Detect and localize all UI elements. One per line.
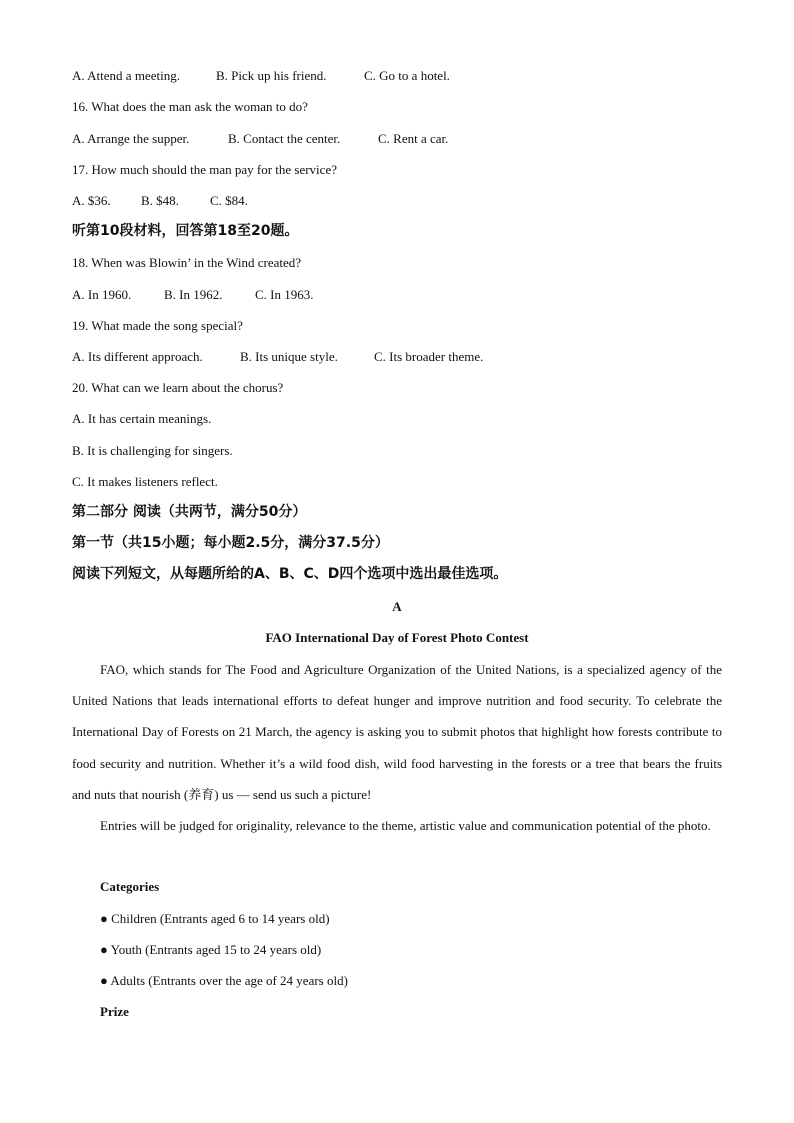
q15-option-a: A. Attend a meeting.: [72, 68, 180, 83]
q17-option-b: B. $48.: [141, 193, 179, 208]
passage-letter: A: [392, 599, 402, 614]
category-children: ● Children (Entrants aged 6 to 14 years old): [100, 911, 330, 926]
q18-option-a: A. In 1960.: [72, 287, 132, 302]
q15-option-c: C. Go to a hotel.: [364, 68, 450, 83]
prize-heading: Prize: [100, 1004, 129, 1019]
q20-question: 20. What can we learn about the chorus?: [72, 380, 284, 395]
q15-option-b: B. Pick up his friend.: [216, 68, 327, 83]
q17-options: [72, 193, 248, 209]
passage-title: FAO International Day of Forest Photo Contest: [265, 630, 529, 645]
categories-heading: Categories: [100, 879, 160, 894]
q16-option-b: B. Contact the center.: [228, 131, 341, 146]
q19-option-a: A. Its different approach.: [72, 349, 203, 364]
category-adults: ● Adults (Entrants over the age of 24 years old): [100, 973, 348, 988]
part2-heading: 第二部分 阅读（共两节，满分50分）: [72, 504, 307, 520]
category-youth: ● Youth (Entrants aged 15 to 24 years old): [100, 942, 322, 957]
q19-option-b: B. Its unique style.: [240, 349, 338, 364]
q18-question: 18. When was Blowin’ in the Wind created?: [72, 255, 302, 270]
q19-option-c: C. Its broader theme.: [374, 349, 484, 364]
q20-option-c: C. It makes listeners reflect.: [72, 474, 218, 489]
q20-option-a: A. It has certain meanings.: [72, 411, 212, 426]
section10-instruction: 听第10段材料，回答第18至20题。: [72, 223, 299, 239]
q19-question: 19. What made the song special?: [72, 318, 243, 333]
q17-question: 17. How much should the man pay for the service?: [72, 162, 337, 177]
section1-heading: 第一节（共15小题；每小题2.5分，满分37.5分）: [72, 535, 389, 551]
q17-option-a: A. $36.: [72, 193, 111, 208]
q18-option-b: B. In 1962.: [164, 287, 223, 302]
q17-option-c: C. $84.: [210, 193, 248, 208]
q18-options: [72, 287, 314, 303]
reading-instruction: 阅读下列短文，从每题所给的A、B、C、D四个选项中选出最佳选项。: [72, 566, 508, 582]
q16-options: [72, 131, 448, 147]
q20-option-b: B. It is challenging for singers.: [72, 443, 233, 458]
q19-options: [72, 349, 483, 365]
q16-option-a: A. Arrange the supper.: [72, 131, 190, 146]
q18-option-c: C. In 1963.: [255, 287, 314, 302]
passage-paragraph-1: FAO, which stands for The Food and Agriculture Organization of the United Nations, is a specialized agency of the United Nations that leads international efforts to defeat hunger and improve nutrition and food security. To celebrate the International Day of Forests on 21 March, the agency is asking you to submit photos that highlight how forests contribute to food security and nutrition. Whether it’s a wild food dish, wild food harvesting in the forests or a tree that bears the fruits and nuts that nourish (养育) us — send us such a picture!: [72, 662, 722, 802]
q15-options: [72, 68, 450, 84]
q16-option-c: C. Rent a car.: [378, 131, 449, 146]
passage-paragraph-2: Entries will be judged for originality, relevance to the theme, artistic value and communication potential of the photo.: [100, 818, 711, 833]
q16-question: 16. What does the man ask the woman to do?: [72, 99, 308, 114]
